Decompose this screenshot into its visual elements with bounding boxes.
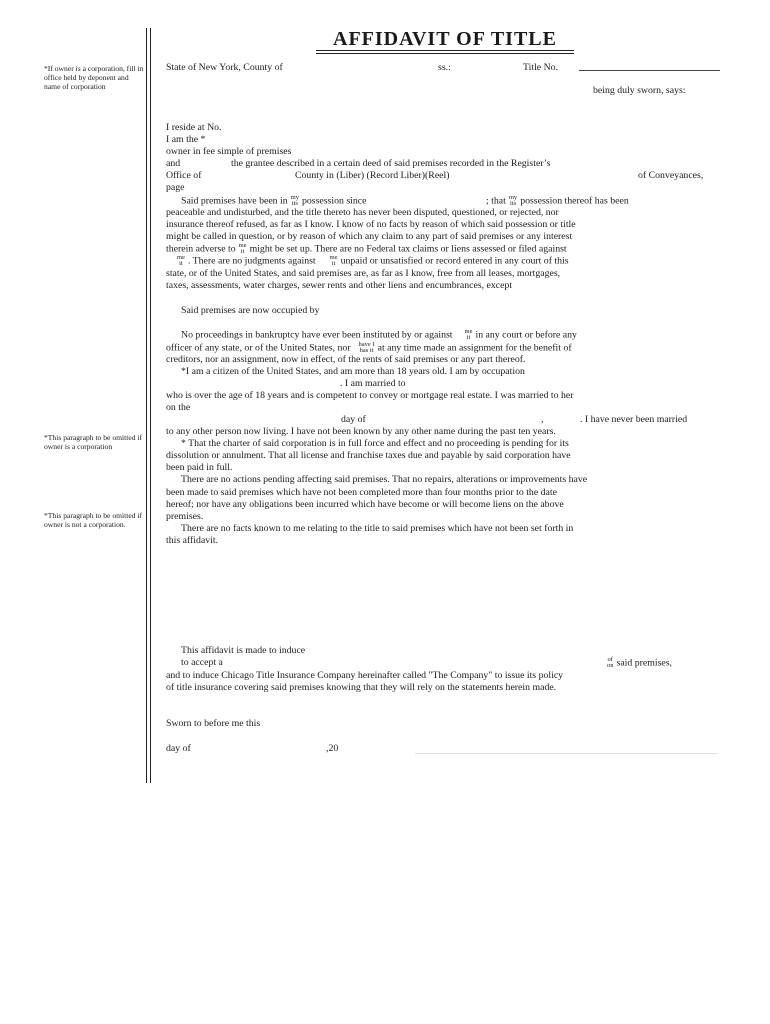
- state-county-label: State of New York, County of: [166, 62, 283, 73]
- ss-label: ss.:: [438, 62, 451, 73]
- stack-me-3: me: [329, 254, 338, 261]
- margin-rule-left: [146, 28, 147, 783]
- year-label: ,20: [326, 743, 339, 754]
- stack-it-3: it: [331, 260, 336, 267]
- age-line: who is over the age of 18 years and is competent to convey or mortgage real estate. I was married to her: [166, 390, 574, 401]
- page-label: page: [166, 182, 185, 193]
- officer-text: officer of any state, or of the United States, nor: [166, 342, 351, 354]
- i-am-the-line: I am the *: [166, 134, 206, 145]
- and-label: and: [166, 158, 181, 169]
- stack-on: on: [607, 662, 614, 669]
- reside-line: I reside at No.: [166, 122, 222, 133]
- federal-tax-text: might be set up. There are no Federal tax claims or liens assessed or filed against: [249, 243, 567, 255]
- stack-of: of: [607, 656, 613, 663]
- title-no-label: Title No.: [523, 62, 559, 73]
- possession-text-d: possession thereof has been: [520, 195, 629, 207]
- stack-me: me: [238, 242, 247, 249]
- county-liber-line: County in (Liber) (Record Liber)(Reel): [295, 170, 450, 181]
- stack-me-4: me: [464, 328, 473, 335]
- unpaid-text: unpaid or unsatisfied or record entered in any court of this: [340, 255, 569, 267]
- para1-line-m: taxes, assessments, water charges, sewer rents and other liens and encumbrances, except: [166, 280, 513, 291]
- margin-note-omit-corp: *This paragraph to be omitted if owner is a corporation: [44, 433, 143, 451]
- grantee-line: the grantee described in a certain deed of said premises recorded in the Register’s: [231, 158, 551, 169]
- comma-label: ,: [541, 414, 544, 425]
- conveyances-label: of Conveyances,: [638, 170, 704, 181]
- induce-line: This affidavit is made to induce: [181, 645, 306, 656]
- me-it-stack-2: [177, 255, 185, 267]
- title-insurance-line: of title insurance covering said premises knowing that they will rely on the statements herein made.: [166, 682, 557, 693]
- citizen-line: *I am a citizen of the United States, and am more than 18 years old. I am by occupation: [181, 366, 525, 377]
- me-it-stack-4: [465, 329, 473, 341]
- title-underline: [316, 50, 574, 51]
- para1-line-e: peaceable and undisturbed, and the title thereto has never been disputed, questioned, or rejected, nor: [166, 207, 559, 218]
- signature-line: [415, 753, 717, 754]
- possession-line: [181, 195, 366, 207]
- my-its-stack-2: [509, 195, 517, 207]
- stack-my-2: my: [508, 194, 518, 201]
- para1-line-j: [174, 255, 569, 267]
- chicago-title-line: and to induce Chicago Title Insurance Company hereinafter called "The Company" to issue its policy: [166, 670, 564, 681]
- court-text: in any court or before any: [475, 329, 577, 341]
- sworn-before-line: Sworn to before me this: [166, 718, 261, 729]
- adverse-text: therein adverse to: [166, 243, 236, 255]
- assignment-text: at any time made an assignment for the benefit of: [377, 342, 572, 354]
- office-of-label: Office of: [166, 170, 202, 181]
- stack-my: my: [290, 194, 299, 201]
- para1-line-h: [166, 243, 567, 255]
- occupied-by-line: Said premises are now occupied by: [181, 305, 320, 316]
- actions-line: There are no actions pending affecting said premises. That no repairs, alterations or improvements have: [181, 474, 588, 485]
- margin-note-omit-not-corp: *This paragraph to be omitted if owner is not a corporation.: [44, 511, 143, 529]
- premises-line: premises.: [166, 511, 204, 522]
- no-facts-line: There are no facts known to me relating to the title to said premises which have not been set forth in: [181, 523, 574, 534]
- para1-line-f: insurance thereof refused, as far as I know. I know of no facts by reason of which said possession or title: [166, 219, 576, 230]
- accept-a-label: to accept a: [181, 657, 223, 668]
- paid-in-full-line: been paid in full.: [166, 462, 233, 473]
- margin-note-corporation: *If owner is a corporation, fill in office held by deponent and name of corporation: [44, 64, 144, 91]
- duly-sworn-text: being duly sworn, says:: [593, 85, 686, 96]
- document-title: AFFIDAVIT OF TITLE: [333, 28, 557, 50]
- possession-text-b: possession since: [301, 195, 367, 207]
- said-premises-text: said premises,: [616, 657, 673, 669]
- have-has-stack: [359, 342, 375, 354]
- married-to-line: . I am married to: [340, 378, 406, 389]
- my-its-stack: [291, 195, 299, 207]
- stack-it-4: it: [466, 334, 471, 341]
- possession-text-c: ; that: [486, 195, 506, 207]
- me-it-stack: [239, 243, 247, 255]
- para1-line-l: state, or of the United States, and said premises are, as far as I know, free from all leases, mortgages,: [166, 268, 561, 279]
- stack-its: its: [291, 200, 298, 207]
- other-person-line: to any other person now living. I have not been known by any other name during the past ten years.: [166, 426, 556, 437]
- stack-have-i: have I: [358, 341, 375, 348]
- judgments-text: . There are no judgments against: [187, 255, 316, 267]
- stack-it-2: it: [179, 260, 183, 267]
- charter-line: * That the charter of said corporation is in full force and effect and no proceeding is pending for its: [181, 438, 569, 449]
- title-underline-2: [316, 53, 574, 54]
- stack-it: it: [240, 248, 245, 255]
- obligations-line: hereof; nor have any obligations been incurred which have become or will become liens on the above: [166, 499, 564, 510]
- bankruptcy-line: [181, 329, 577, 341]
- this-affidavit-line: this affidavit.: [166, 535, 219, 546]
- stack-its-2: its: [509, 200, 517, 207]
- day-of-label-2: day of: [166, 743, 191, 754]
- margin-rule-right: [150, 28, 151, 783]
- officer-line: [166, 342, 572, 354]
- dissolution-line: dissolution or annulment. That all license and franchise taxes due and payable by said corporation have: [166, 450, 571, 461]
- stack-has-it: has it: [359, 347, 374, 354]
- possession-line-2: [486, 195, 629, 207]
- improvements-line: been made to said premises which have not been completed more than four months prior to the date: [166, 487, 557, 498]
- never-married-text: . I have never been married: [580, 414, 688, 425]
- me-it-stack-3: [330, 255, 338, 267]
- said-premises-label: [604, 657, 672, 669]
- creditors-line: creditors, nor an assignment, now in effect, of the rents of said premises or any part thereof.: [166, 354, 526, 365]
- para1-line-g: might be called in question, or by reason of which any claim to any part of said premises or any interest: [166, 231, 573, 242]
- bankruptcy-text: No proceedings in bankruptcy have ever been instituted by or against: [181, 329, 453, 341]
- day-of-label-1: day of: [341, 414, 366, 425]
- owner-fee-line: owner in fee simple of premises: [166, 146, 292, 157]
- possession-text-a: Said premises have been in: [181, 195, 288, 207]
- title-no-line: [579, 70, 720, 71]
- on-the-label: on the: [166, 402, 191, 413]
- of-on-stack: [607, 657, 614, 669]
- stack-me-2: me: [177, 254, 185, 261]
